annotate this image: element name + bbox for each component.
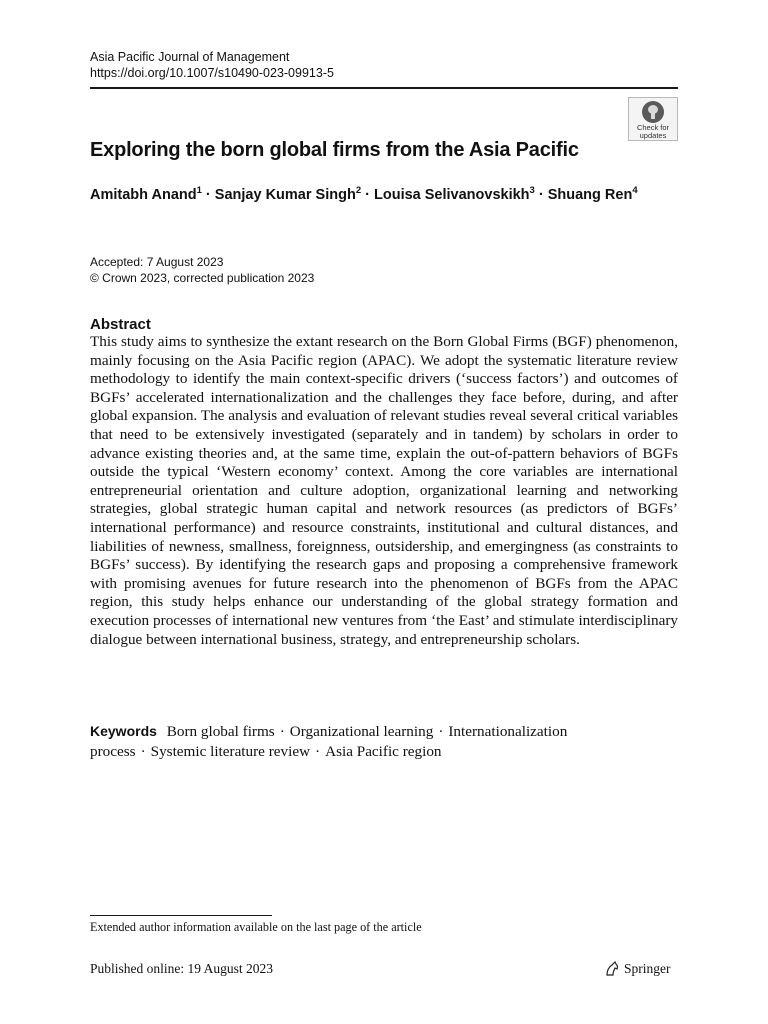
keyword-separator: · [438,723,444,740]
keyword-separator: · [315,742,321,760]
header-rule [90,87,678,89]
doi-link[interactable]: https://doi.org/10.1007/s10490-023-09913-5 [90,66,334,80]
keyword: Internationalization process [90,723,568,760]
author-affiliation: 4 [632,185,638,196]
check-for-updates-button[interactable] [628,97,678,141]
abstract-heading: Abstract [90,316,151,333]
footnote-rule [90,915,272,916]
journal-header [90,49,334,81]
check-updates-label-1: Check for [636,123,670,132]
keyword: Born global firms [166,723,275,740]
springer-horse-icon [604,961,620,977]
keyword-separator: · [140,742,146,760]
author-affiliation: 1 [196,185,202,196]
published-date: Published online: 19 August 2023 [90,961,274,976]
footnote: Extended author information available on the last page of the article [90,920,422,934]
article-dates [90,254,314,286]
abstract-text: This study aims to synthesize the extant research on the Born Global Firms (BGF) phenomenon, mainly focusing on the Asia Pacific region (APAC). We adopt the systematic literature review methodology to identify the main context-specific drivers (‘success factors’) and outcomes of BGFs’ accelerated internationalization and the challenges they face before, during, and after global expansion. The analysis and evaluation of relevant studies reveal several critical variables that need to be extensively investigated (separately and in tandem) by scholars in order to advance existing theories and, at the same time, explain the out-of-pattern behaviors of BGFs outside the typical ‘Western economy’ context. Among the core variables are international entrepreneurial orientation and culture adoption, organizational learning and networking strategies, global strategic human capital and network resources (as predictors of BGFs’ international performance) and resource constraints, institutional and cultural distances, and liabilities of newness, smallness, foreignness, outsidership, and emergingness (as constraints to BGFs’ success). By identifying the research gaps and proposing a comprehensive framework with promising avenues for future research into the phenomenon of BGFs from the APAC region, this study helps enhance our understanding of the global strategy formation and execution processes of international new ventures from ‘the East’ and stimulate interdisciplinary dialogue between international business, strategy, and entrepreneurship scholars. [90,333,678,648]
journal-name: Asia Pacific Journal of Management [90,50,290,64]
accepted-date: Accepted: 7 August 2023 [90,255,224,269]
author-name[interactable]: Louisa Selivanovskikh [374,186,530,203]
check-updates-label-2: updates [639,131,667,140]
keywords-section [90,722,678,761]
author-affiliation: 2 [355,185,362,196]
keyword: Asia Pacific region [325,742,442,760]
keyword: Organizational learning [289,723,434,740]
author-separator: · [361,186,374,203]
keyword-separator: · [279,723,285,740]
author-separator: · [534,186,548,203]
publisher-logo [604,961,671,977]
author-affiliation: 3 [529,185,535,196]
author-name[interactable]: Amitabh Anand [90,186,197,203]
author-separator: · [201,186,215,203]
author-name[interactable]: Sanjay Kumar Singh [214,186,356,203]
copyright-line: © Crown 2023, corrected publication 2023 [90,271,315,285]
check-updates-icon [642,101,664,123]
author-name[interactable]: Shuang Ren [547,186,633,203]
article-title: Exploring the born global firms from the Asia Pacific [90,139,579,161]
keyword: Systemic literature review [150,742,311,760]
publisher-name: Springer [624,961,671,976]
keywords-label: Keywords [90,723,157,739]
author-list [90,185,638,203]
